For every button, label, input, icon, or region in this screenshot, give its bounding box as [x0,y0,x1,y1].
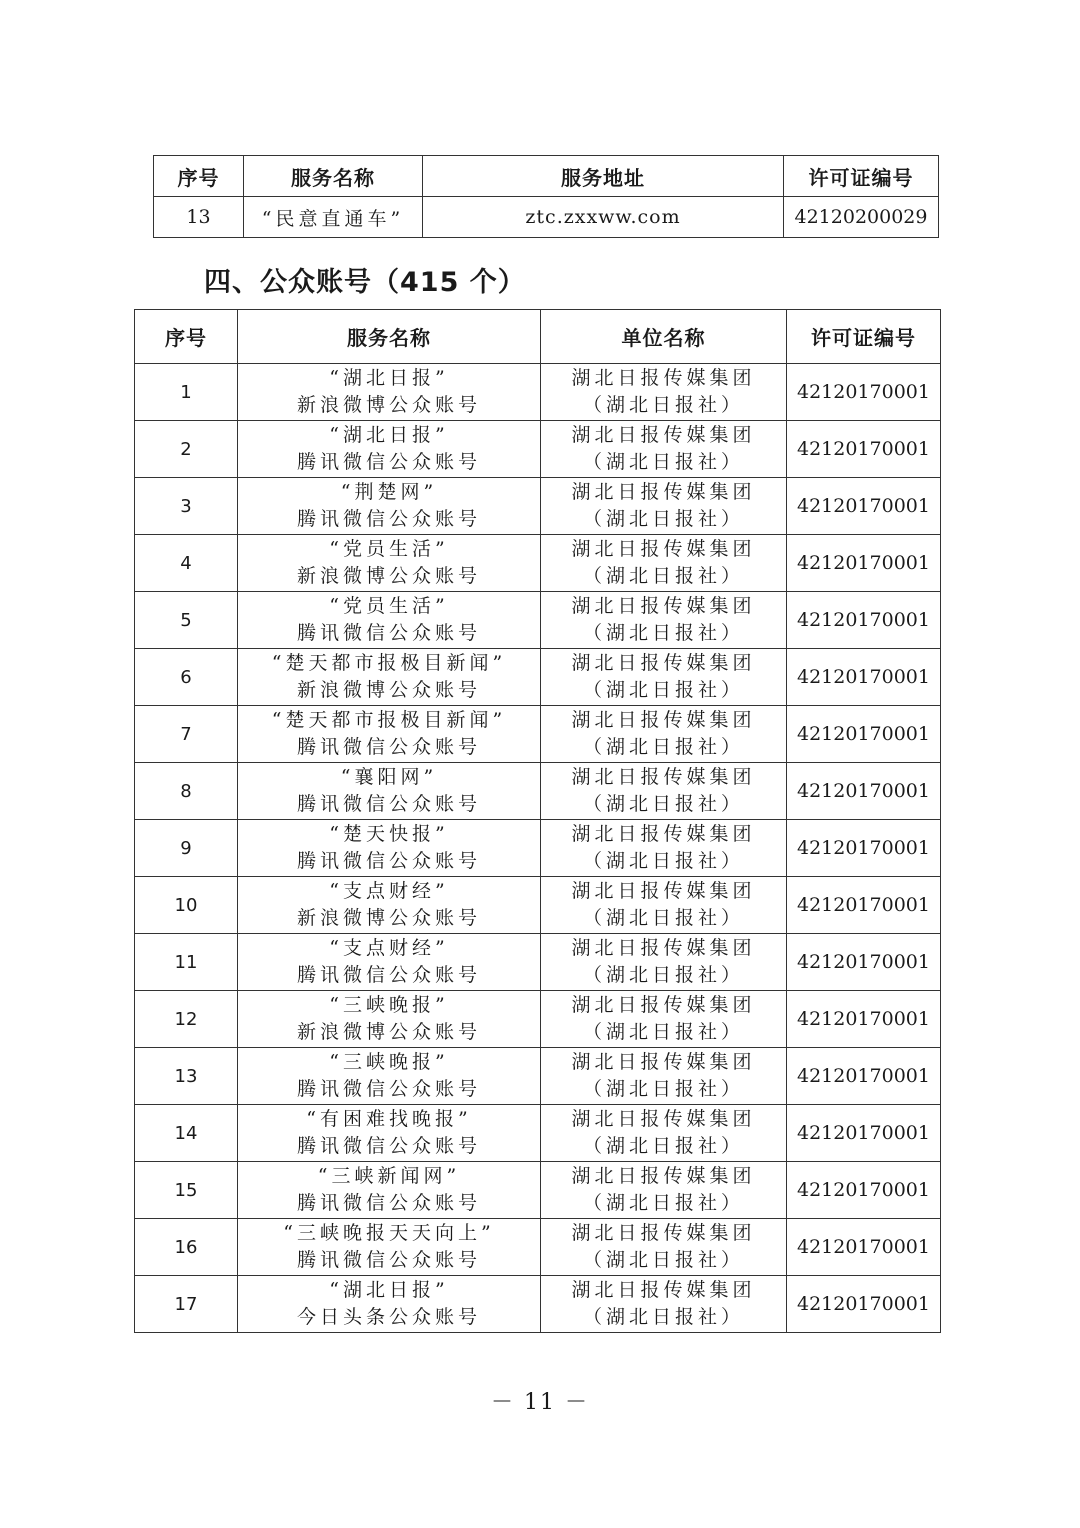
unit-name-line: 湖北日报传媒集团 [571,481,756,503]
cell-unit-name [541,592,787,649]
service-name-line: “湖北日报” [329,1279,449,1301]
cell-license-number: 42120170001 [787,934,941,991]
service-name-line: “支点财经” [329,880,449,902]
cell-license-number: 42120170001 [787,1162,941,1219]
account-platform-line: 腾讯微信公众账号 [296,1135,481,1157]
page-number: － 11 － [491,1390,589,1415]
cell-unit-name [541,877,787,934]
cell-license-number: 42120170001 [787,1219,941,1276]
cell-service-name [238,1105,541,1162]
table-header-row [154,156,939,197]
table-header-row [135,310,941,364]
unit-alias-line: （湖北日报社） [582,907,744,929]
cell-seq: 8 [135,763,238,820]
header-service-name: 服务名称 [244,156,423,197]
account-platform-line: 新浪微博公众账号 [296,394,481,416]
cell-seq: 15 [135,1162,238,1219]
account-platform-line: 腾讯微信公众账号 [296,793,481,815]
cell-unit-name [541,364,787,421]
cell-license-number: 42120170001 [787,820,941,877]
cell-license-number: 42120170001 [787,706,941,763]
account-platform-line: 腾讯微信公众账号 [296,850,481,872]
table-row [135,820,941,877]
cell-service-name [238,421,541,478]
unit-name-line: 湖北日报传媒集团 [571,424,756,446]
table-row [135,592,941,649]
cell-service-name [238,649,541,706]
cell-service-name [238,364,541,421]
header-seq: 序号 [154,156,244,197]
header-service-address: 服务地址 [423,156,784,197]
cell-seq: 2 [135,421,238,478]
unit-name-line: 湖北日报传媒集团 [571,367,756,389]
cell-service-name [238,1219,541,1276]
cell-unit-name [541,1162,787,1219]
cell-service-name [238,1276,541,1333]
table-row [154,197,939,238]
cell-seq: 3 [135,478,238,535]
cell-unit-name [541,478,787,535]
section-title: 四、公众账号（415 个） [204,267,526,298]
service-name-line: “三峡晚报” [329,1051,449,1073]
cell-service-name [238,535,541,592]
cell-unit-name [541,649,787,706]
unit-name-line: 湖北日报传媒集团 [571,1051,756,1073]
header-license-number: 许可证编号 [784,156,939,197]
cell-seq: 6 [135,649,238,706]
unit-name-line: 湖北日报传媒集团 [571,823,756,845]
account-platform-line: 腾讯微信公众账号 [296,736,481,758]
table-row [135,706,941,763]
cell-seq: 11 [135,934,238,991]
cell-service-name [238,991,541,1048]
service-name-line: “三峡晚报天天向上” [283,1222,495,1244]
cell-service-name [238,1048,541,1105]
unit-name-line: 湖北日报传媒集团 [571,1279,756,1301]
unit-alias-line: （湖北日报社） [582,736,744,758]
header-seq: 序号 [135,310,238,364]
service-name-line: “三峡晚报” [329,994,449,1016]
cell-license-number: 42120170001 [787,763,941,820]
cell-service-name [238,1162,541,1219]
header-unit-name: 单位名称 [541,310,787,364]
account-platform-line: 腾讯微信公众账号 [296,451,481,473]
cell-service-name [238,763,541,820]
cell-seq: 1 [135,364,238,421]
table-row [135,478,941,535]
table-row [135,877,941,934]
service-name-line: “楚天都市报极目新闻” [271,709,507,731]
table-row [135,1162,941,1219]
table-row [135,934,941,991]
cell-seq: 13 [154,197,244,238]
account-platform-line: 腾讯微信公众账号 [296,508,481,530]
cell-unit-name [541,1048,787,1105]
cell-unit-name [541,421,787,478]
table-row [135,991,941,1048]
cell-license-number: 42120170001 [787,1105,941,1162]
unit-name-line: 湖北日报传媒集团 [571,994,756,1016]
cell-unit-name [541,1219,787,1276]
unit-name-line: 湖北日报传媒集团 [571,1222,756,1244]
unit-alias-line: （湖北日报社） [582,793,744,815]
cell-license-number: 42120170001 [787,1048,941,1105]
account-platform-line: 新浪微博公众账号 [296,907,481,929]
unit-name-line: 湖北日报传媒集团 [571,709,756,731]
cell-license-number: 42120170001 [787,592,941,649]
unit-name-line: 湖北日报传媒集团 [571,595,756,617]
unit-alias-line: （湖北日报社） [582,1135,744,1157]
unit-alias-line: （湖北日报社） [582,565,744,587]
unit-alias-line: （湖北日报社） [582,394,744,416]
table-row [135,1048,941,1105]
service-name-line: “荆楚网” [340,481,438,503]
account-platform-line: 腾讯微信公众账号 [296,622,481,644]
unit-name-line: 湖北日报传媒集团 [571,1165,756,1187]
service-name-line: “支点财经” [329,937,449,959]
unit-alias-line: （湖北日报社） [582,622,744,644]
unit-alias-line: （湖北日报社） [582,1306,744,1328]
unit-name-line: 湖北日报传媒集团 [571,538,756,560]
cell-license-number: 42120170001 [787,535,941,592]
service-name-line: “湖北日报” [329,367,449,389]
service-name-line: “有困难找晚报” [306,1108,472,1130]
cell-unit-name [541,706,787,763]
unit-alias-line: （湖北日报社） [582,1192,744,1214]
cell-seq: 14 [135,1105,238,1162]
unit-name-line: 湖北日报传媒集团 [571,1108,756,1130]
cell-license-number: 42120170001 [787,649,941,706]
cell-seq: 17 [135,1276,238,1333]
service-name-line: “楚天快报” [329,823,449,845]
cell-service-name [238,706,541,763]
account-platform-line: 新浪微博公众账号 [296,565,481,587]
table-row [135,535,941,592]
cell-unit-name [541,820,787,877]
account-platform-line: 新浪微博公众账号 [296,1021,481,1043]
service-name-line: “党员生活” [329,595,449,617]
account-platform-line: 腾讯微信公众账号 [296,1192,481,1214]
cell-unit-name [541,535,787,592]
cell-seq: 4 [135,535,238,592]
unit-name-line: 湖北日报传媒集团 [571,652,756,674]
cell-license-number: 42120170001 [787,478,941,535]
table-row [135,1105,941,1162]
service-name-line: “党员生活” [329,538,449,560]
account-platform-line: 腾讯微信公众账号 [296,1078,481,1100]
account-platform-line: 新浪微博公众账号 [296,679,481,701]
unit-alias-line: （湖北日报社） [582,508,744,530]
unit-alias-line: （湖北日报社） [582,850,744,872]
cell-service-name [238,934,541,991]
cell-service-name [238,592,541,649]
cell-seq: 16 [135,1219,238,1276]
unit-name-line: 湖北日报传媒集团 [571,937,756,959]
cell-service-name [238,478,541,535]
unit-alias-line: （湖北日报社） [582,1021,744,1043]
cell-unit-name [541,1105,787,1162]
public-accounts-table [134,309,941,1333]
cell-license-number: 42120200029 [784,197,939,238]
unit-name-line: 湖北日报传媒集团 [571,766,756,788]
header-service-name: 服务名称 [238,310,541,364]
cell-license-number: 42120170001 [787,877,941,934]
cell-service-name [238,877,541,934]
table-row [135,649,941,706]
service-name-line: “三峡新闻网” [317,1165,461,1187]
unit-alias-line: （湖北日报社） [582,964,744,986]
cell-unit-name [541,934,787,991]
table-row [135,1219,941,1276]
cell-seq: 5 [135,592,238,649]
cell-seq: 12 [135,991,238,1048]
unit-name-line: 湖北日报传媒集团 [571,880,756,902]
cell-service-address: ztc.zxxww.com [423,197,784,238]
cell-seq: 7 [135,706,238,763]
table-row [135,421,941,478]
account-platform-line: 今日头条公众账号 [296,1306,481,1328]
cell-license-number: 42120170001 [787,364,941,421]
unit-alias-line: （湖北日报社） [582,679,744,701]
header-license-number: 许可证编号 [787,310,941,364]
account-platform-line: 腾讯微信公众账号 [296,964,481,986]
service-name-line: “湖北日报” [329,424,449,446]
cell-license-number: 42120170001 [787,421,941,478]
cell-license-number: 42120170001 [787,1276,941,1333]
cell-seq: 13 [135,1048,238,1105]
cell-unit-name [541,763,787,820]
cell-unit-name [541,1276,787,1333]
service-name-line: “楚天都市报极目新闻” [271,652,507,674]
account-platform-line: 腾讯微信公众账号 [296,1249,481,1271]
cell-license-number: 42120170001 [787,991,941,1048]
service-name-line: “襄阳网” [340,766,438,788]
table-row [135,1276,941,1333]
unit-alias-line: （湖北日报社） [582,1078,744,1100]
cell-service-name: “民意直通车” [244,197,423,238]
unit-alias-line: （湖北日报社） [582,1249,744,1271]
cell-unit-name [541,991,787,1048]
cell-seq: 10 [135,877,238,934]
license-table-top [153,155,939,238]
table-row [135,763,941,820]
table-row [135,364,941,421]
cell-service-name [238,820,541,877]
unit-alias-line: （湖北日报社） [582,451,744,473]
cell-seq: 9 [135,820,238,877]
